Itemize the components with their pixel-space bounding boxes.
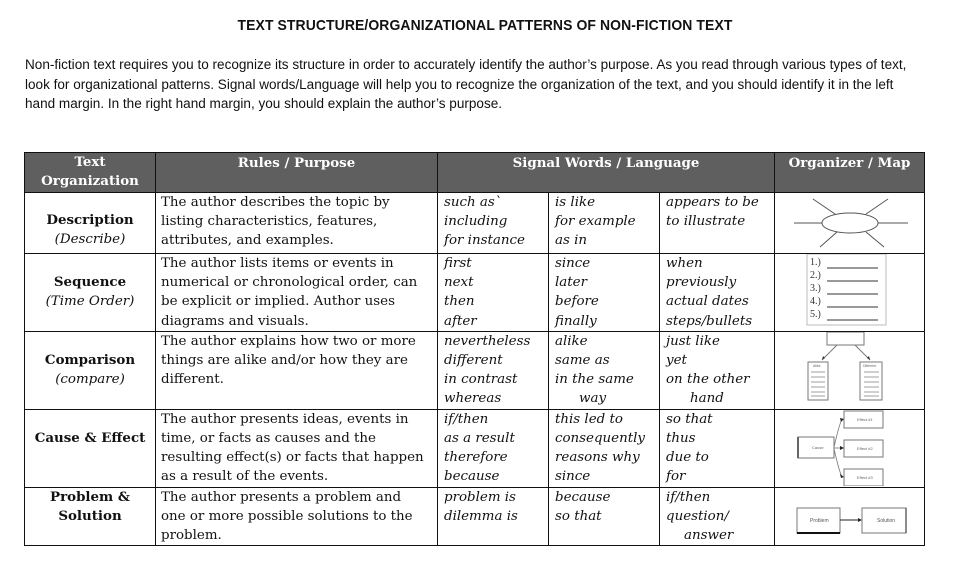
signal-word: whereas: [444, 391, 502, 407]
signal-word: actual dates: [666, 294, 749, 310]
rules-line: resulting effect(s) or facts that happen: [161, 450, 424, 466]
rules-line: attributes, and examples.: [161, 233, 334, 249]
organization-cell: [25, 254, 156, 332]
organization-name: Cause & Effect: [34, 429, 146, 446]
organizer-map-cell: [775, 409, 925, 487]
svg-text:1.): 1.): [810, 257, 821, 268]
signal-words-cell: [660, 254, 775, 332]
signal-word: question/: [666, 509, 729, 525]
signal-words-cell: [438, 193, 549, 254]
signal-word: on the other: [666, 372, 750, 388]
svg-text:Effect #3: Effect #3: [857, 475, 873, 481]
table-row: [25, 409, 925, 487]
signal-words-cell: [660, 193, 775, 254]
organization-sub: (Describe): [54, 232, 126, 247]
signal-word: so that: [555, 509, 602, 525]
signal-word: alike: [555, 333, 588, 349]
svg-text:Effect #2: Effect #2: [857, 446, 873, 452]
organizer-map-cell: [775, 331, 925, 409]
signal-words-cell: [549, 254, 660, 332]
signal-words-cell: [549, 331, 660, 409]
text-structure-table: [24, 152, 925, 546]
signal-word: way: [579, 391, 607, 407]
rules-cell: [156, 409, 438, 487]
signal-word: therefore: [444, 450, 508, 466]
signal-word: thus: [666, 431, 696, 447]
signal-word: since: [555, 256, 591, 271]
svg-text:5.): 5.): [810, 309, 821, 320]
numbered-list-icon: [775, 254, 925, 328]
signal-words-cell: [660, 409, 775, 487]
header-label: Text: [74, 154, 106, 170]
organization-cell: [25, 409, 156, 487]
rules-line: The author describes the topic by: [161, 195, 390, 210]
signal-word: so that: [666, 411, 713, 427]
organization-name-line2: Solution: [58, 508, 122, 525]
header-organizer-map: [775, 153, 925, 193]
svg-text:4.): 4.): [810, 296, 821, 307]
rules-line: problem.: [161, 528, 222, 544]
signal-word: due to: [666, 450, 709, 466]
signal-words-cell: [438, 487, 549, 546]
rules-line: numerical or chronological order, can: [161, 275, 418, 291]
signal-words-cell: [438, 254, 549, 332]
signal-word: yet: [666, 353, 687, 369]
signal-word: before: [555, 294, 599, 310]
rules-line: listing characteristics, features,: [161, 214, 378, 230]
svg-text:3.): 3.): [810, 283, 821, 294]
rules-line: The author presents ideas, events in: [161, 411, 409, 427]
signal-word: if/then: [666, 489, 711, 505]
signal-words-cell: [438, 331, 549, 409]
organization-name: Sequence: [53, 274, 127, 291]
rules-line: time, or facts as causes and the: [161, 431, 376, 447]
rules-line: diagrams and visuals.: [161, 313, 309, 329]
signal-word: is like: [555, 195, 596, 210]
table-row: [25, 193, 925, 254]
organization-cell: [25, 193, 156, 254]
header-label: Organization: [41, 173, 139, 189]
svg-text:Problem: Problem: [810, 517, 829, 524]
signal-word: dilemma is: [444, 509, 518, 525]
signal-words-cell: [660, 487, 775, 546]
signal-word: to illustrate: [666, 214, 746, 230]
signal-word: same as: [555, 353, 610, 369]
signal-word: appears to be: [666, 195, 759, 210]
signal-word: hand: [690, 391, 724, 407]
signal-word: then: [444, 294, 475, 310]
signal-word: reasons why: [555, 450, 640, 466]
header-label: Rules / Purpose: [237, 155, 356, 171]
signal-word: steps/bullets: [666, 313, 753, 329]
table-row: [25, 254, 925, 332]
intro-paragraph: Non-fiction text requires you to recognize its structure in order to accurately identify the author’s purpose. As you read through various types of text, look for organizational patterns. Signal words/Language will help you to recognize the organization of the text, and you should identify it in the left hand margin. In the right hand margin, you should explain the author’s purpose.: [25, 57, 907, 112]
organization-name: Description: [46, 211, 134, 228]
signal-word: because: [555, 489, 611, 505]
header-signal-words: [438, 153, 775, 193]
signal-word: previously: [666, 275, 737, 291]
table-row: [25, 487, 925, 546]
rules-line: different.: [161, 372, 224, 388]
organization-name: Comparison: [44, 352, 136, 369]
svg-text:Cause: Cause: [812, 445, 824, 451]
signal-word: finally: [555, 313, 597, 329]
rules-line: one or more possible solutions to the: [161, 509, 413, 525]
rules-line: The author explains how two or more: [161, 333, 416, 349]
signal-word: such as`: [444, 195, 502, 210]
header-rules-purpose: [156, 153, 438, 193]
svg-text:2.): 2.): [810, 270, 821, 281]
signal-word: answer: [684, 528, 734, 544]
signal-word: different: [444, 353, 503, 369]
signal-word: in the same: [555, 372, 634, 388]
organization-sub: (compare): [55, 372, 125, 388]
signal-word: later: [555, 275, 587, 291]
signal-word: problem is: [444, 489, 516, 505]
rules-line: The author presents a problem and: [161, 489, 402, 505]
signal-word: when: [666, 256, 703, 271]
signal-word: including: [444, 214, 508, 230]
organization-sub: (Time Order): [45, 294, 135, 310]
signal-word: for: [666, 469, 686, 485]
header-label: Signal Words / Language: [512, 155, 700, 171]
signal-word: in contrast: [444, 372, 518, 388]
signal-word: since: [555, 469, 591, 485]
organizer-map-cell: [775, 254, 925, 332]
signal-word: as in: [555, 233, 588, 249]
signal-word: for instance: [444, 233, 525, 249]
rules-line: things are alike and/or how they are: [161, 353, 408, 369]
rules-cell: [156, 254, 438, 332]
compare-diagram-icon: [775, 332, 925, 408]
organizer-map-cell: [775, 487, 925, 546]
rules-cell: [156, 487, 438, 546]
signal-words-cell: [549, 409, 660, 487]
signal-word: if/then: [444, 411, 489, 427]
cause-effect-diagram-icon: [775, 410, 925, 486]
web-diagram-icon: [780, 194, 920, 252]
signal-word: nevertheless: [444, 333, 531, 349]
header-label: Organizer / Map: [788, 155, 911, 171]
signal-word: after: [444, 313, 477, 329]
organizer-map-cell: [775, 193, 925, 254]
organization-name: Problem &: [50, 488, 130, 505]
organization-cell: [25, 331, 156, 409]
signal-words-cell: [549, 193, 660, 254]
problem-solution-diagram-icon: [775, 489, 925, 545]
svg-text:Effect #1: Effect #1: [857, 417, 873, 423]
organization-cell: [25, 487, 156, 546]
rules-cell: [156, 193, 438, 254]
signal-words-cell: [660, 331, 775, 409]
rules-line: The author lists items or events in: [161, 256, 394, 271]
signal-word: first: [444, 256, 472, 271]
header-text-organization: [25, 153, 156, 193]
rules-line: as a result of the events.: [161, 469, 329, 485]
signal-word: this led to: [555, 411, 623, 427]
page-title: TEXT STRUCTURE/ORGANIZATIONAL PATTERNS OF NON-FICTION TEXT: [237, 17, 733, 34]
signal-word: just like: [666, 333, 720, 349]
signal-word: as a result: [444, 431, 515, 447]
svg-text:Solution: Solution: [877, 517, 896, 524]
signal-words-cell: [549, 487, 660, 546]
signal-word: next: [444, 275, 474, 291]
rules-line: be explicit or implied. Author uses: [161, 294, 395, 310]
svg-text:Alike: Alike: [813, 363, 821, 368]
signal-words-cell: [438, 409, 549, 487]
rules-cell: [156, 331, 438, 409]
table-row: [25, 331, 925, 409]
signal-word: consequently: [555, 431, 645, 447]
svg-text:Different: Different: [863, 363, 877, 368]
table-header-row: [25, 153, 925, 193]
signal-word: for example: [555, 214, 636, 230]
signal-word: because: [444, 469, 500, 485]
